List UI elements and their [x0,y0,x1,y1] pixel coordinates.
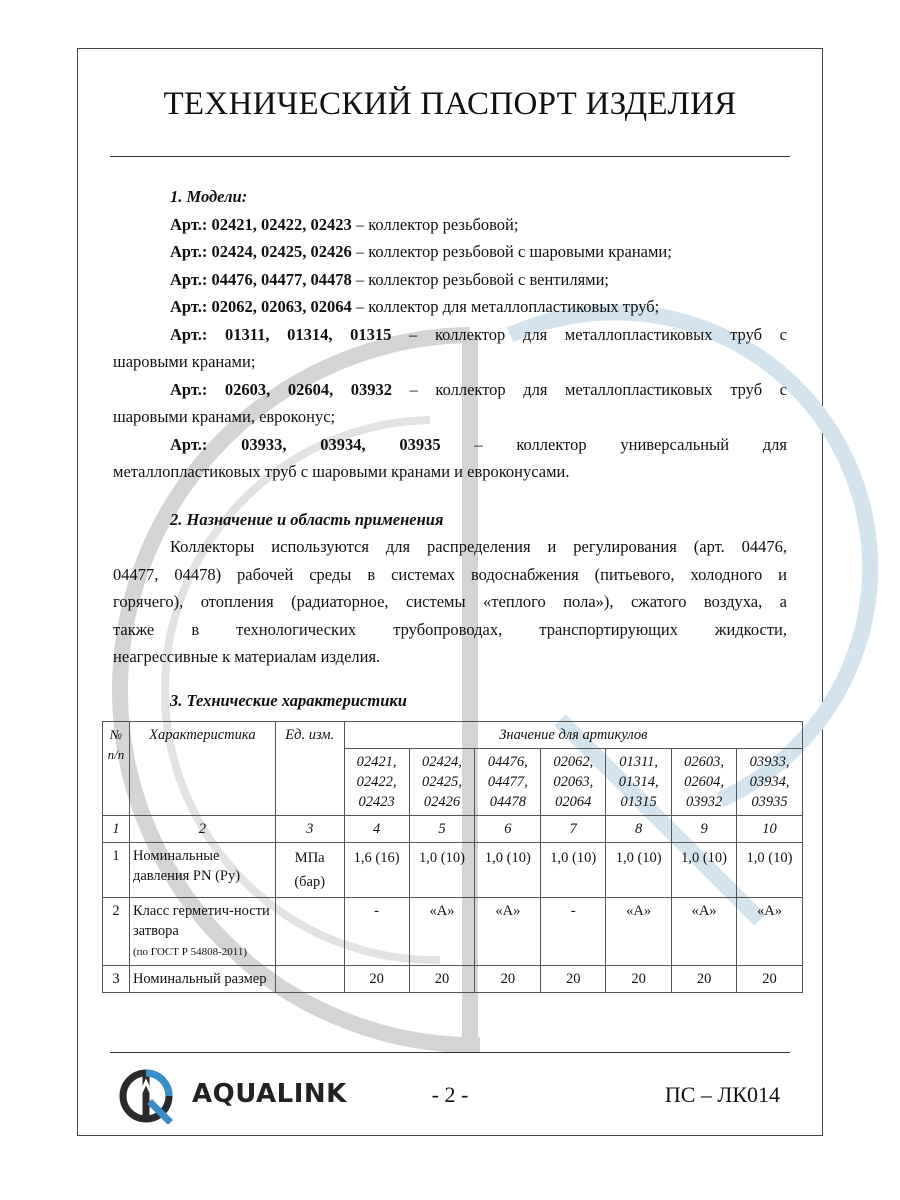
model-line [113,321,787,349]
article-group: 04476, 04477, 04478 [475,749,541,816]
model-articles: Арт.: 03933, 03934, 03935 [170,434,441,454]
row-value: «А» [409,898,475,966]
row-value: 20 [344,966,409,993]
row-unit [275,898,344,966]
col-number: 7 [541,816,606,843]
section2-line: горячего), отопления (радиаторное, системы «теплого пола»), сжатого воздуха, а [113,592,787,611]
model-description: – коллектор универсальный для [440,434,787,454]
col-number: 1 [103,816,130,843]
row-value: 20 [672,966,737,993]
characteristic-name: Номинальный размер [132,971,267,987]
title-divider [110,156,790,157]
col-number: 3 [275,816,344,843]
col-head-unit: Ед. изм. [275,722,344,816]
section2-line: 04477, 04478) рабочей среды в системах водоснабжения (питьевого, холодного и [113,564,787,584]
model-line [113,293,787,321]
model-description: – коллектор резьбовой; [351,214,519,234]
article-group: 02421, 02422, 02423 [344,749,409,816]
characteristic-name: Класс герметич-ности затвора [132,903,270,939]
table-colnum-row [103,816,803,843]
model-line [113,376,787,404]
model-line-continuation: металлопластиковых труб с шаровыми кранами и евроконусами. [113,462,570,481]
row-value: 20 [475,966,541,993]
model-articles: Арт.: 02062, 02063, 02064 [170,297,352,316]
col-head-values: Значение для артикулов [344,722,802,749]
article-group: 02062, 02063, 02064 [541,749,606,816]
row-value: 1,0 (10) [672,843,737,898]
page-title: ТЕХНИЧЕСКИЙ ПАСПОРТ ИЗДЕЛИЯ [163,86,737,122]
model-description: – коллектор для металлопластиковых труб с [392,379,787,399]
row-value: 1,0 (10) [606,843,672,898]
table-row [103,898,803,966]
brand-name: AQUALINK [192,1079,347,1109]
model-articles: Арт.: 01311, 01314, 01315 [170,324,392,344]
row-number: 3 [103,966,130,993]
col-head-characteristic: Характеристика [129,722,275,816]
model-description: – коллектор для металлопластиковых труб; [351,297,660,316]
characteristic-note: (по ГОСТ Р 54808-2011) [132,946,248,958]
article-group: 02424, 02425, 02426 [409,749,475,816]
row-value: «А» [475,898,541,966]
row-value: «А» [606,898,672,966]
model-line [113,211,787,239]
col-number: 2 [129,816,275,843]
row-number: 1 [103,843,130,898]
row-value: «А» [737,898,803,966]
table-row [103,966,803,993]
col-number: 8 [606,816,672,843]
section2-line: Коллекторы используются для распределения и регулирования (арт. 04476, [170,537,787,556]
row-value: 1,0 (10) [409,843,475,898]
row-value: 1,0 (10) [737,843,803,898]
section1-heading: 1. Модели: [170,187,248,206]
row-value: 20 [409,966,475,993]
model-articles: Арт.: 02424, 02425, 02426 [170,242,352,261]
table-header-row [103,722,803,749]
row-value: 20 [541,966,606,993]
row-characteristic [129,898,275,966]
section2-heading: 2. Назначение и область применения [170,509,444,529]
document-body [113,183,787,714]
page-number: - 2 - [431,1082,469,1107]
row-characteristic [129,966,275,993]
section3-heading: 3. Технические характеристики [170,690,407,710]
row-value: «А» [672,898,737,966]
model-articles: Арт.: 02603, 02604, 03932 [170,379,393,399]
row-unit [275,966,344,993]
row-value: - [344,898,409,966]
model-line [113,266,787,294]
col-number: 9 [672,816,737,843]
model-articles: Арт.: 04476, 04477, 04478 [170,269,352,289]
section2-line: неагрессивные к материалам изделия. [113,647,381,666]
characteristic-name: Номинальные давления PN (Ру) [132,848,241,884]
article-group: 01311, 01314, 01315 [606,749,672,816]
row-unit: МПа (бар) [275,843,344,898]
col-number: 6 [475,816,541,843]
model-line-continuation: шаровыми кранами, евроконус; [113,407,336,426]
row-number: 2 [103,898,130,966]
row-characteristic [129,843,275,898]
table-row [103,843,803,898]
model-articles: Арт.: 02421, 02422, 02423 [170,214,352,234]
col-number: 4 [344,816,409,843]
footer-divider [110,1052,790,1053]
row-value: 20 [737,966,803,993]
row-value: 1,6 (16) [344,843,409,898]
section2-line: также в технологических трубопроводах, транспортирующих жидкости, [113,619,787,639]
model-description: – коллектор резьбовой с шаровыми кранами; [351,242,672,261]
article-group: 02603, 02604, 03932 [672,749,737,816]
document-code: ПС – ЛК014 [664,1082,780,1107]
model-description: – коллектор резьбовой с вентилями; [351,269,610,289]
col-number: 10 [737,816,803,843]
model-line [113,238,787,266]
row-value: - [541,898,606,966]
row-value: 20 [606,966,672,993]
col-head-number: № п/п [103,722,130,816]
row-value: 1,0 (10) [475,843,541,898]
model-description: – коллектор для металлопластиковых труб с [391,324,787,344]
col-number: 5 [409,816,475,843]
model-line-continuation: шаровыми кранами; [113,352,256,371]
article-group: 03933, 03934, 03935 [737,749,803,816]
model-line [113,431,787,459]
spec-table [102,721,803,993]
row-value: 1,0 (10) [541,843,606,898]
